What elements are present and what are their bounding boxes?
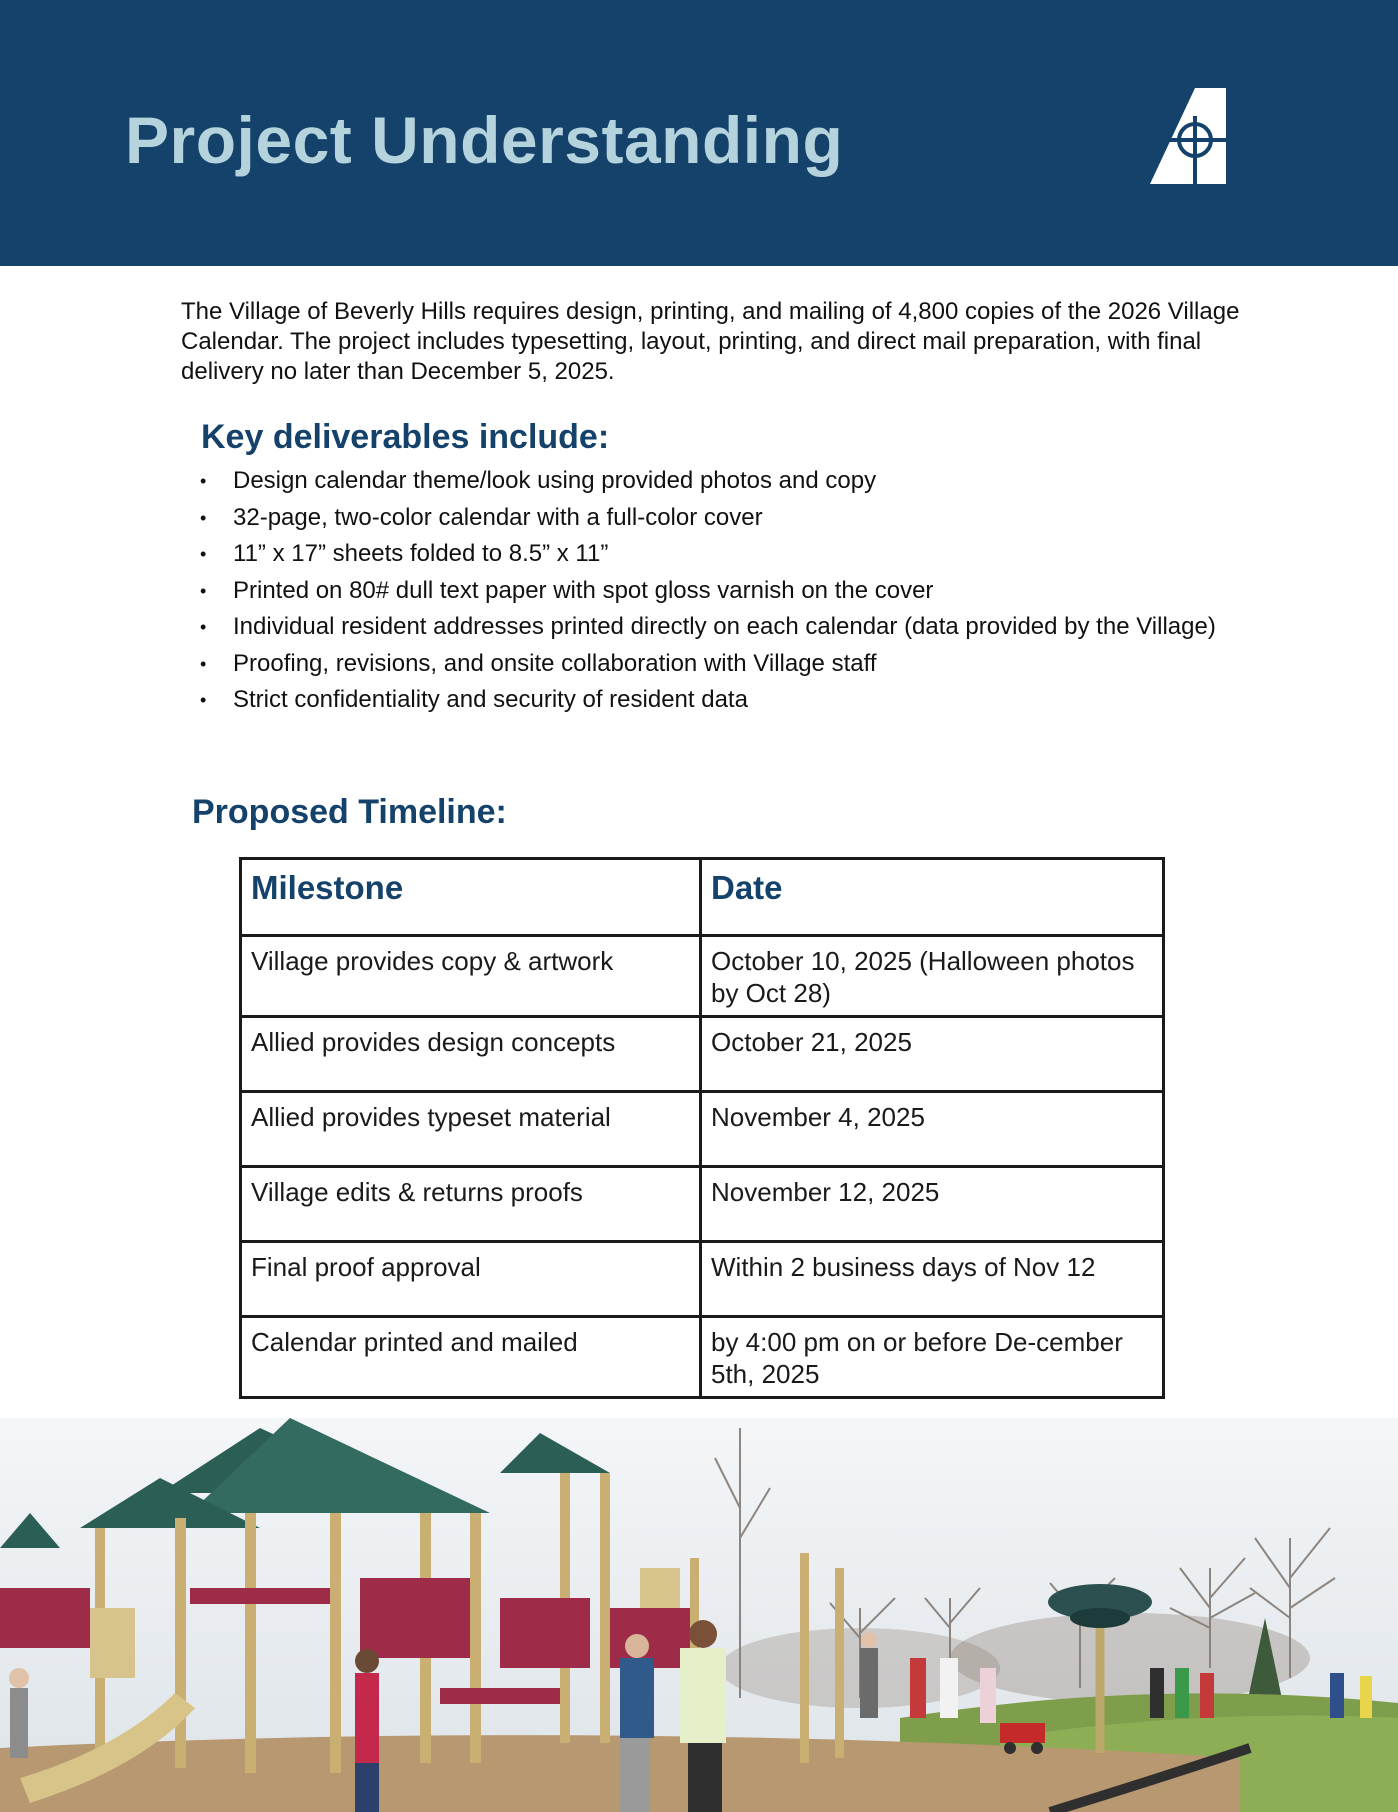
column-header-milestone: Milestone [241,859,701,936]
milestone-cell: Allied provides design concepts [241,1017,701,1092]
list-item-text: 32-page, two-color calendar with a full-color cover [233,503,763,531]
date-cell: November 4, 2025 [701,1092,1164,1167]
list-item [200,573,1250,610]
deliverables-list [200,463,1250,719]
list-item [200,500,1250,537]
page-title: Project Understanding [125,103,844,177]
table-header-row [241,859,1164,936]
date-cell: Within 2 business days of Nov 12 [701,1242,1164,1317]
timeline-table [239,857,1165,1399]
bullet-icon: • [200,544,207,564]
bullet-icon: • [200,471,207,491]
table-row [241,1317,1164,1398]
milestone-cell: Village edits & returns proofs [241,1167,701,1242]
intro-paragraph: The Village of Beverly Hills requires design, printing, and mailing of 4,800 copies of the 2026 Village Calendar. The project includes typesetting, layout, printing, and direct mail preparation, with final delivery no later than December 5, 2025. [181,298,1240,385]
list-item-text: Individual resident addresses printed directly on each calendar (data provided by the Village) [233,613,1216,640]
table-row [241,1092,1164,1167]
page-header [0,0,1398,266]
list-item-text: Strict confidentiality and security of resident data [233,686,748,713]
list-item [200,646,1250,683]
date-cell: November 12, 2025 [701,1167,1164,1242]
date-cell: October 10, 2025 (Halloween photos by Oct 28) [701,936,1164,1017]
milestone-cell: Village provides copy & artwork [241,936,701,1017]
table-row [241,936,1164,1017]
column-header-date: Date [701,859,1164,936]
list-item-text: Proofing, revisions, and onsite collaboration with Village staff [233,649,877,677]
table-row [241,1017,1164,1092]
list-item [200,609,1250,646]
list-item [200,463,1250,500]
playground-photo [0,1418,1398,1812]
bullet-icon: • [200,653,207,674]
list-item-text: Design calendar theme/look using provided photos and copy [233,467,877,494]
bullet-icon: • [200,617,207,637]
date-cell: by 4:00 pm on or before De-cember 5th, 2025 [701,1317,1164,1398]
list-item [200,536,1250,573]
bullet-icon: • [200,580,207,601]
timeline-heading: Proposed Timeline: [192,793,507,831]
list-item-text: 11” x 17” sheets folded to 8.5” x 11” [233,540,609,567]
bullet-icon: • [200,507,207,528]
date-cell: October 21, 2025 [701,1017,1164,1092]
list-item [200,682,1250,719]
milestone-cell: Final proof approval [241,1242,701,1317]
table-row [241,1167,1164,1242]
milestone-cell: Calendar printed and mailed [241,1317,701,1398]
bullet-icon: • [200,690,207,710]
milestone-cell: Allied provides typeset material [241,1092,701,1167]
list-item-text: Printed on 80# dull text paper with spot gloss varnish on the cover [233,576,934,604]
allied-logo-icon [1150,88,1226,184]
deliverables-heading: Key deliverables include: [201,418,610,456]
table-row [241,1242,1164,1317]
